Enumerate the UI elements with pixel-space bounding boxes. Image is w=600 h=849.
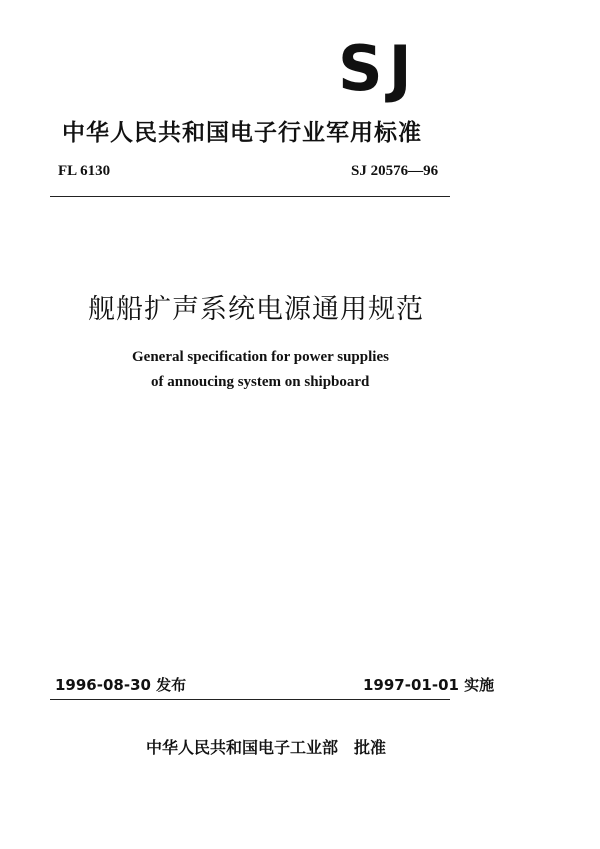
document-title-chinese: 舰船扩声系统电源通用规范 xyxy=(88,294,424,325)
footer-divider xyxy=(50,699,450,700)
sj-logo: SJ xyxy=(338,32,418,105)
header-divider xyxy=(50,196,450,197)
document-title-english-line1: General specification for power supplies xyxy=(132,349,389,365)
issue-date: 1996-08-30 发布 xyxy=(55,676,187,694)
approving-authority: 中华人民共和国电子工业部 批准 xyxy=(146,738,387,757)
classification-code: FL 6130 xyxy=(58,163,111,179)
document-title-english-line2: of annoucing system on shipboard xyxy=(151,374,370,390)
standard-number: SJ 20576—96 xyxy=(351,163,439,179)
standard-category-title: 中华人民共和国电子行业军用标准 xyxy=(62,120,422,146)
effective-date: 1997-01-01 实施 xyxy=(363,676,495,694)
